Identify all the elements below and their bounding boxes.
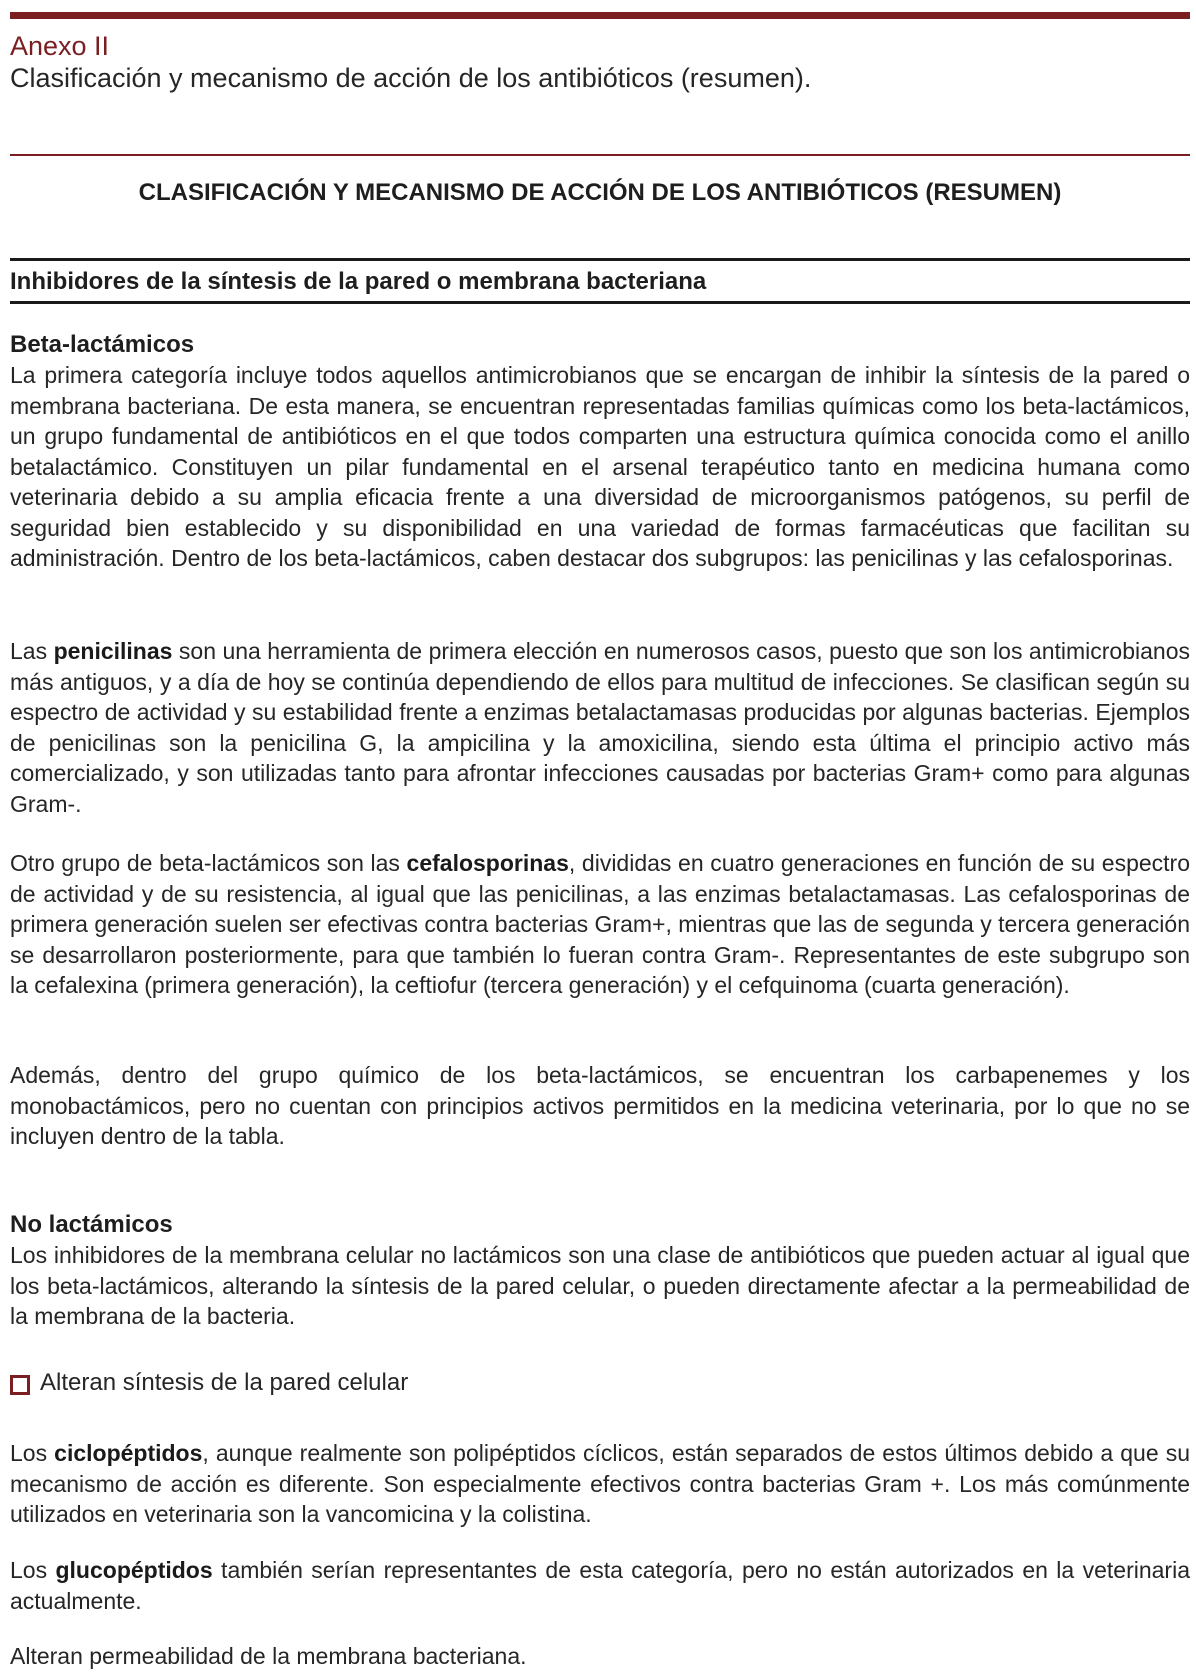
penicilinas-paragraph-block [10,636,1190,819]
text: Las [10,638,54,664]
square-bullet-icon [10,1375,30,1395]
text: Los [10,1557,56,1583]
no-lactamicos-section [10,1210,1190,1332]
text: también serían representantes de esta categoría, pero no están autorizados en la veterinaria actualmente. [10,1557,1190,1614]
term-ciclopeptidos: ciclopéptidos [54,1440,203,1466]
paragraph [10,848,1190,1001]
paragraph: Los inhibidores de la membrana celular no lactámicos son una clase de antibióticos que pueden actuar al igual que los beta-lactámicos, alterando la síntesis de la pared celular, o pueden directamente afectar a la permeabilidad de la membrana de la bacteria. [10,1242,1190,1329]
paragraph [10,1438,1190,1530]
carbapenemes-paragraph-block [10,1060,1190,1152]
paragraph [10,1555,1190,1616]
text: son una herramienta de primera elección en numerosos casos, puesto que son los antimicrobianos más antiguos, y a día de hoy se continúa dependiendo de ellos para multitud de infecciones. Se clasifican según su espectro de actividad y su estabilidad frente a enzimas betalactamasas producidas por algunas bacterias. Ejemplos de penicilinas son la penicilina G, la ampicilina y la amoxicilina, siendo esta última el principio activo más comercializado, y son utilizadas tanto para afrontar infecciones causadas por bacterias Gram+ como para algunas Gram-. [10,638,1190,817]
bullet-label: Alteran síntesis de la pared celular [40,1369,409,1396]
text: , divididas en cuatro generaciones en función de su espectro de actividad y de su resistencia, al igual que las penicilinas, a las enzimas betalactamasas. Las cefalosporinas de primera generación suelen ser efectivas contra bacterias Gram+, mientras que las de segunda y tercera generación se desarrollaron posteriormente, para que también lo fueran contra Gram-. Representantes de este subgrupo son la cefalexina (primera generación), la ceftiofur (tercera generación) y el cefquinoma (cuarta generación). [10,850,1190,998]
term-cefalosporinas: cefalosporinas [406,850,569,876]
top-rule [10,12,1190,19]
divider [10,154,1190,156]
text: Los [10,1440,55,1466]
beta-lactam-section [10,330,1190,574]
cefalosporinas-paragraph-block [10,848,1190,1001]
main-heading: CLASIFICACIÓN Y MECANISMO DE ACCIÓN DE LOS ANTIBIÓTICOS (RESUMEN) [138,179,1062,206]
subheading-no-lactamicos: No lactámicos [10,1211,173,1238]
subheading-beta-lactamicos: Beta-lactámicos [10,331,195,358]
paragraph: La primera categoría incluye todos aquellos antimicrobianos que se encargan de inhibir la síntesis de la pared o membrana bacteriana. De esta manera, se encuentran representadas familias químicas como los beta-lactámicos, un grupo fundamental de antibióticos en el que todos comparten una estructura química conocida como el anillo betalactámico. Constituyen un pilar fundamental en el arsenal terapéutico tanto en medicina humana como veterinaria debido a su amplia eficacia frente a una diversidad de microorganismos patógenos, su perfil de seguridad bien establecido y su disponibilidad en una variedad de formas farmacéuticas que facilitan su administración. Dentro de los beta-lactámicos, caben destacar dos subgrupos: las penicilinas y las cefalosporinas. [10,362,1190,571]
section-heading: Inhibidores de la síntesis de la pared o membrana bacteriana [10,268,707,295]
term-glucopeptidos: glucopéptidos [55,1557,213,1583]
text: , aunque realmente son polipéptidos cíclicos, están separados de estos últimos debido a que su mecanismo de acción es diferente. Son especialmente efectivos contra bacterias Gram +. Los más comúnmente utilizados en veterinaria son la vancomicina y la colistina. [10,1440,1190,1527]
permeabilidad-line-block [10,1641,1190,1672]
text: Otro grupo de beta-lactámicos son las [10,850,407,876]
ciclopeptidos-paragraph-block [10,1438,1190,1530]
annex-title: Clasificación y mecanismo de acción de los antibióticos (resumen). [10,63,812,93]
annex-label: Anexo II [10,31,110,61]
paragraph: Alteran permeabilidad de la membrana bacteriana. [10,1643,527,1669]
glucopeptidos-paragraph-block [10,1555,1190,1616]
paragraph: Además, dentro del grupo químico de los beta-lactámicos, se encuentran los carbapenemes y los monobactámicos, pero no cuentan con principios activos permitidos en la medicina veterinaria, por lo que no se incluyen dentro de la tabla. [10,1062,1190,1149]
term-penicilinas: penicilinas [53,638,173,664]
paragraph [10,636,1190,819]
